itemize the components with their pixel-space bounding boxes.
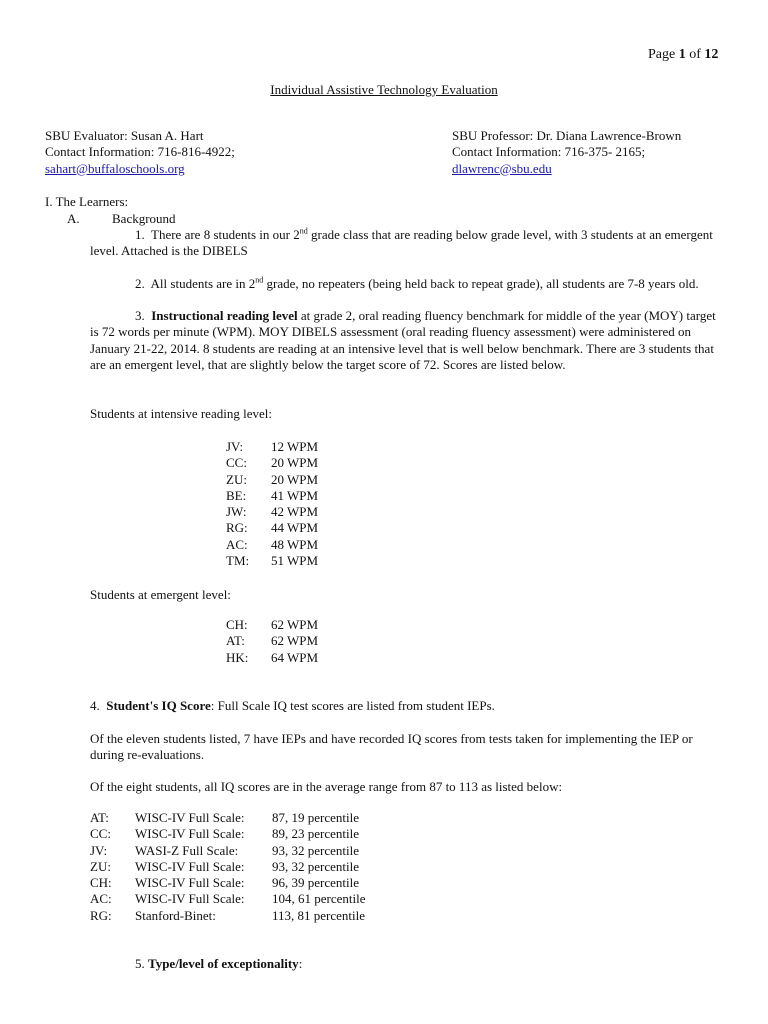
table-row [226, 488, 318, 504]
professor-contact: Contact Information: 716-375- 2165; [452, 144, 646, 160]
student-score: 62 WPM [271, 617, 319, 632]
exceptionality-heading [135, 956, 302, 972]
p2-text-a: All students are in 2 [150, 276, 256, 291]
professor-email-link[interactable]: dlawrenc@sbu.edu [452, 160, 552, 176]
page-total: 12 [704, 47, 719, 62]
p3-number: 3. [135, 308, 145, 323]
student-id: CC: [226, 455, 247, 471]
paragraph-1 [90, 227, 720, 260]
iq-score: 96, 39 percentile [272, 875, 359, 891]
paragraph-2 [90, 276, 720, 292]
p2-text-b: grade, no repeaters (being held back to repeat grade), all students are 7-8 years old. [263, 276, 699, 291]
table-row [226, 439, 318, 455]
student-score: 62 WPM [271, 633, 319, 649]
page-current: 1 [678, 47, 686, 62]
exceptionality-bold: Type/level of exceptionality [148, 956, 299, 971]
table-row [226, 633, 318, 649]
evaluator-contact: Contact Information: 716-816-4922; [45, 144, 235, 160]
document-title: Individual Assistive Technology Evaluation [270, 82, 498, 97]
iq-text: : Full Scale IQ test scores are listed from student IEPs. [210, 698, 495, 713]
intensive-label: Students at intensive reading level: [90, 406, 272, 421]
table-row [90, 875, 366, 891]
intensive-table [226, 439, 318, 569]
table-row [90, 891, 366, 907]
iq-heading [90, 698, 495, 714]
iq-table [90, 810, 366, 924]
student-score: 41 WPM [271, 487, 319, 503]
student-id: JW: [226, 504, 247, 520]
evaluator-name: SBU Evaluator: Susan A. Hart [45, 128, 204, 143]
table-row [226, 537, 318, 553]
evaluator-email-link[interactable]: sahart@buffaloschools.org [45, 160, 185, 176]
p1-number: 1. [135, 227, 145, 242]
student-id: ZU: [226, 471, 247, 487]
student-score: 48 WPM [271, 536, 319, 552]
iq-score: 87, 19 percentile [272, 810, 359, 825]
table-row [226, 472, 318, 488]
table-row [226, 553, 318, 569]
student-id: JV: [226, 439, 244, 454]
iq-score: 113, 81 percentile [272, 907, 366, 923]
p2-number: 2. [135, 276, 145, 291]
student-id: RG: [90, 907, 112, 923]
iq-bold: Student's IQ Score [106, 698, 211, 713]
professor-block [452, 128, 681, 177]
exceptionality-text: : [298, 956, 303, 971]
subsection-label: Background [112, 211, 176, 226]
exceptionality-number: 5. [135, 956, 145, 971]
test-name: WISC-IV Full Scale: [135, 810, 245, 825]
table-row [90, 826, 366, 842]
student-score: 20 WPM [271, 455, 319, 471]
subsection-marker: A. [67, 211, 80, 226]
student-score: 20 WPM [271, 471, 319, 487]
table-row [226, 617, 318, 633]
table-row [90, 859, 366, 875]
student-id: CC: [90, 826, 111, 842]
iq-paragraph-1: Of the eleven students listed, 7 have IEPs and have recorded IQ scores from tests taken for implementing the IEP or during re-evaluations. [90, 731, 693, 763]
p3-text: at grade 2, oral reading fluency benchmark for middle of the year (MOY) target is 72 words per minute (WPM). MOY DIBELS assessment (oral reading fluency assessment) were administered on January 21-22, 2014. 8 students are reading at an intensive level that is well below benchmark. There are 3 students that are an emergent level, that are slightly below the target score of 72. Scores are listed below. [90, 308, 716, 372]
student-id: RG: [226, 520, 248, 536]
test-name: WISC-IV Full Scale: [135, 875, 245, 891]
table-row [226, 504, 318, 520]
iq-score: 104, 61 percentile [272, 891, 366, 907]
iq-number: 4. [90, 698, 100, 713]
page-of: of [689, 47, 701, 62]
student-id: AC: [90, 891, 112, 907]
student-id: ZU: [90, 858, 111, 874]
student-score: 64 WPM [271, 649, 319, 665]
emergent-label: Students at emergent level: [90, 587, 231, 602]
table-row [226, 455, 318, 471]
table-row [90, 908, 366, 924]
test-name: Stanford-Binet: [135, 907, 216, 923]
student-score: 51 WPM [271, 553, 319, 569]
student-id: HK: [226, 649, 249, 665]
iq-score: 93, 32 percentile [272, 842, 359, 858]
evaluator-block [45, 128, 235, 177]
professor-name: SBU Professor: Dr. Diana Lawrence-Brown [452, 128, 682, 143]
test-name: WISC-IV Full Scale: [135, 891, 245, 907]
table-row [226, 520, 318, 536]
student-id: TM: [226, 553, 250, 569]
p1-text-a: There are 8 students in our 2 [151, 227, 300, 242]
student-id: BE: [226, 487, 247, 503]
paragraph-3 [90, 308, 720, 373]
table-row [226, 650, 318, 666]
student-id: CH: [90, 875, 112, 891]
iq-score: 93, 32 percentile [272, 858, 359, 874]
student-id: AC: [226, 536, 248, 552]
student-id: AT: [226, 633, 245, 649]
table-row [90, 810, 366, 826]
student-id: CH: [226, 617, 248, 632]
student-score: 44 WPM [271, 520, 319, 536]
page-prefix: Page [648, 47, 676, 62]
section-heading: I. The Learners: [45, 194, 129, 209]
test-name: WASI-Z Full Scale: [135, 842, 239, 858]
iq-paragraph-2: Of the eight students, all IQ scores are in the average range from 87 to 113 as listed below: [90, 779, 563, 794]
emergent-table [226, 617, 318, 666]
page-number [648, 47, 718, 63]
p1-text-b: grade class that are reading below grade level, with 3 students at an emergent level. Attached is the DIBELS [90, 227, 713, 259]
table-row [90, 843, 366, 859]
p2-sup: nd [255, 275, 264, 285]
p1-sup: nd [299, 226, 308, 236]
student-score: 42 WPM [271, 504, 319, 520]
test-name: WISC-IV Full Scale: [135, 858, 245, 874]
p3-bold: Instructional reading level [151, 308, 298, 323]
student-id: JV: [90, 842, 108, 858]
student-score: 12 WPM [271, 439, 319, 454]
iq-score: 89, 23 percentile [272, 826, 359, 842]
student-id: AT: [90, 810, 109, 825]
test-name: WISC-IV Full Scale: [135, 826, 245, 842]
